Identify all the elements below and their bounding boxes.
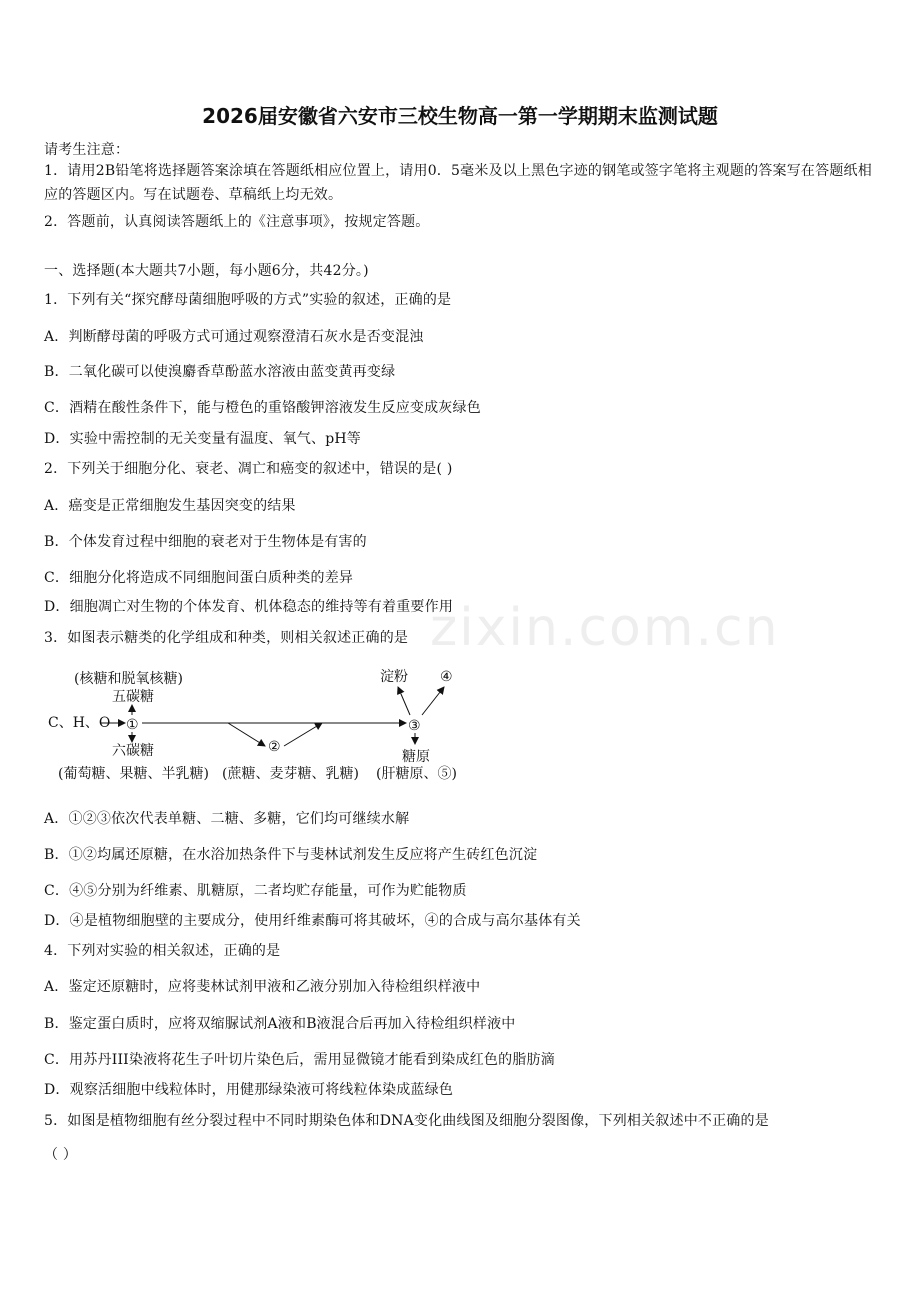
question-4-option-d: D．观察活细胞中线粒体时，用健那绿染液可将线粒体染成蓝绿色 [44,1082,454,1098]
sugar-classification-diagram [40,660,500,790]
glycogen-label: 糖原 [402,749,430,765]
question-2-option-b: B．个体发育过程中细胞的衰老对于生物体是有害的 [44,534,367,550]
question-4-option-a: A．鉴定还原糖时，应将斐林试剂甲液和乙液分别加入待检组织样液中 [44,979,481,995]
question-1-option-c: C．酒精在酸性条件下，能与橙色的重铬酸钾溶液发生反应变成灰绿色 [44,400,481,416]
node-3: ③ [408,718,421,734]
arrow-3-to-4 [422,687,444,715]
question-4-stem: 4．下列对实验的相关叙述，正确的是 [44,943,281,959]
notice-item-1: 1．请用2B铅笔将选择题答案涂填在答题纸相应位置上，请用0．5毫米及以上黑色字迹的钢笔或签字笔将主观题的答案写在答题纸相应的答题区内。写在试题卷、草稿纸上均无效。 [44,163,872,203]
question-1-option-b: B．二氧化碳可以使溴麝香草酚蓝水溶液由蓝变黄再变绿 [44,364,396,380]
exam-title: 2026届安徽省六安市三校生物高一第一学期期末监测试题 [202,104,718,128]
hexose-label: 六碳糖 [112,743,154,759]
question-3-option-b: B．①②均属还原糖，在水浴加热条件下与斐林试剂发生反应将产生砖红色沉淀 [44,847,538,863]
question-4-option-b: B．鉴定蛋白质时，应将双缩脲试剂A液和B液混合后再加入待检组织样液中 [44,1016,516,1032]
arrow-3-to-starch [398,687,410,715]
question-2-option-c: C．细胞分化将造成不同细胞间蛋白质种类的差异 [44,570,354,586]
question-2-option-a: A．癌变是正常细胞发生基因突变的结果 [44,498,296,514]
hexose-examples-label: (葡萄糖、果糖、半乳糖) [58,766,209,782]
notice-item-2: 2．答题前，认真阅读答题纸上的《注意事项》，按规定答题。 [44,214,430,230]
question-5-answer-paren: （ ） [44,1147,78,1163]
question-1-option-a: A．判断酵母菌的呼吸方式可通过观察澄清石灰水是否变混浊 [44,329,424,345]
question-3-option-a: A．①②③依次代表单糖、二糖、多糖，它们均可继续水解 [44,811,410,827]
disaccharides-label: (蔗糖、麦芽糖、乳糖) [222,766,359,782]
pentose-examples-label: (核糖和脱氧核糖) [74,671,183,687]
question-2-option-d: D．细胞凋亡对生物的个体发育、机体稳态的维持等有着重要作用 [44,599,454,615]
question-3-option-c: C．④⑤分别为纤维素、肌糖原，二者均贮存能量，可作为贮能物质 [44,883,467,899]
pentose-label: 五碳糖 [112,689,154,705]
polysaccharides-label: (肝糖原、⑤) [376,766,457,782]
question-1-option-d: D．实验中需控制的无关变量有温度、氧气、pH等 [44,431,361,447]
node-1: ① [126,717,139,733]
starch-label: 淀粉 [380,669,408,685]
node-4: ④ [440,669,453,685]
section-heading: 一、选择题(本大题共7小题，每小题6分，共42分。) [44,263,369,279]
question-1-stem: 1．下列有关“探究酵母菌细胞呼吸的方式”实验的叙述，正确的是 [44,292,452,308]
elements-label: C、H、O [48,715,111,731]
question-3-option-d: D．④是植物细胞壁的主要成分，使用纤维素酶可将其破坏，④的合成与高尔基体有关 [44,913,581,929]
arrow-2-to-main [284,723,322,746]
question-4-option-c: C．用苏丹III染液将花生子叶切片染色后，需用显微镜才能看到染成红色的脂肪滴 [44,1052,555,1068]
question-3-stem: 3．如图表示糖类的化学组成和种类，则相关叙述正确的是 [44,630,409,646]
question-2-stem: 2．下列关于细胞分化、衰老、凋亡和癌变的叙述中，错误的是( ) [44,461,453,477]
question-5-stem: 5．如图是植物细胞有丝分裂过程中不同时期染色体和DNA变化曲线图及细胞分裂图像，下列相关叙述中不正确的是 [44,1113,769,1129]
watermark: zixin.com.cn [430,598,780,658]
node-2: ② [268,739,281,755]
arrow-to-2 [228,723,265,746]
notice-heading: 请考生注意： [44,142,130,158]
